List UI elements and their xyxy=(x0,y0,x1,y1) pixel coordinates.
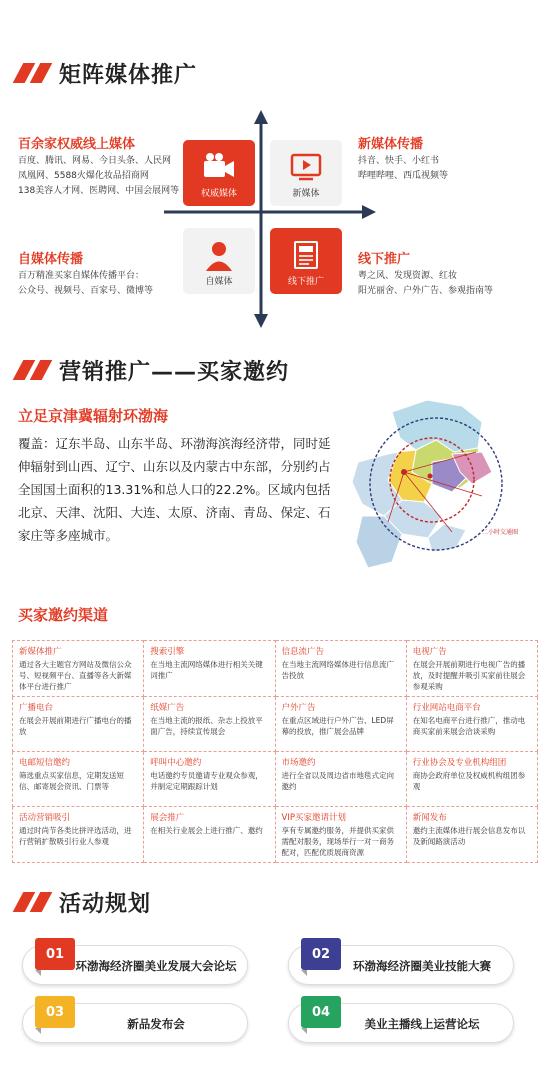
activity-label: 新品发布会 xyxy=(127,1017,185,1031)
channel-cell xyxy=(275,807,406,863)
channel-desc: 在当地主流的报纸、杂志上投放平面广告，持续宣传展会 xyxy=(150,716,263,736)
box-self-media: 自媒体 xyxy=(183,228,255,294)
activity-label: 环渤海经济圈美业技能大赛 xyxy=(353,959,491,973)
activity-number: 04 xyxy=(301,996,341,1028)
activity-number: 01 xyxy=(35,938,75,970)
box-offline: 线下推广 xyxy=(270,228,342,294)
section-title: 矩阵媒体推广 xyxy=(59,62,198,88)
channel-cell xyxy=(144,697,275,752)
section-header-marketing xyxy=(18,355,289,385)
channel-row xyxy=(13,752,538,807)
channel-desc: 在相关行业展会上进行推广、邀约 xyxy=(150,826,263,835)
channel-cell xyxy=(275,697,406,752)
channel-title: 新媒体推广 xyxy=(19,647,62,657)
activity-label: 环渤海经济圈美业发展大会论坛 xyxy=(75,959,237,973)
channel-title: 电邮短信邀约 xyxy=(19,758,71,768)
newspaper-icon xyxy=(289,240,323,270)
quad-text-selfmedia: 百万精准买家自媒体传播平台： 公众号、视频号、百家号、微博等 xyxy=(18,271,154,296)
quad-title-offline: 线下推广 xyxy=(358,252,411,267)
channel-cell xyxy=(406,807,537,863)
channel-cell xyxy=(144,752,275,807)
channel-row xyxy=(13,697,538,752)
channel-title: 行业网站电商平台 xyxy=(412,703,481,713)
activity-item-1 xyxy=(22,945,248,985)
channel-desc: 享有专属邀约服务，并提供买家供需配对服务，现场举行一对一商务配对，匹配优质展商资源 xyxy=(281,826,394,857)
channel-desc: 在当地主流网络媒体进行信息流广告投放 xyxy=(281,660,394,680)
box-authority-media: 权威媒体 xyxy=(183,140,255,206)
channel-title: 行业协会及专业机构组团 xyxy=(412,758,507,768)
channel-desc: 电话邀约专员邀请专业观众参观，并制定定期跟踪计划 xyxy=(150,771,263,791)
channel-desc: 进行全省以及周边省市地毯式定向邀约 xyxy=(281,771,394,791)
user-icon xyxy=(202,240,236,272)
channel-cell xyxy=(144,807,275,863)
channel-cell xyxy=(13,697,144,752)
channel-title: 展会推广 xyxy=(150,813,185,823)
channels-heading: 买家邀约渠道 xyxy=(18,606,109,624)
channel-cell xyxy=(406,697,537,752)
activity-item-2 xyxy=(288,945,514,985)
channel-title: 电视广告 xyxy=(412,647,447,657)
channel-desc: 通过各大主题官方网站及微信公众号、短视频平台、直播等各大新媒体平台进行推广 xyxy=(19,660,132,691)
channel-desc: 在展会开展前期进行电视广告的播放，及时提醒并吸引买家前往展会参观采购 xyxy=(412,660,526,691)
quad-title-online: 百余家权威线上媒体 xyxy=(18,137,136,152)
quad-title-newmedia: 新媒体传播 xyxy=(358,137,424,152)
channel-title: 户外广告 xyxy=(281,703,316,713)
activity-number: 03 xyxy=(35,996,75,1028)
channel-desc: 通过时尚节各类比拼评选活动，进行营销扩散吸引行业人参观 xyxy=(19,826,132,846)
box-new-media: 新媒体 xyxy=(270,140,342,206)
activity-item-3 xyxy=(22,1003,248,1043)
channel-cell xyxy=(13,752,144,807)
channel-desc: 在展会开展前期进行广播电台的播放 xyxy=(19,716,132,736)
channel-title: 信息流广告 xyxy=(281,647,325,657)
region-heading: 立足京津冀辐射环渤海 xyxy=(18,407,169,425)
channel-title: 呼叫中心邀约 xyxy=(150,758,202,768)
channel-cell xyxy=(275,752,406,807)
channel-title: 搜索引擎 xyxy=(150,647,185,657)
channel-title: 广播电台 xyxy=(19,703,54,713)
svg-text:二小时交通圈: 二小时交通圈 xyxy=(482,529,519,536)
section-header-matrix xyxy=(18,58,197,88)
quad-text-online: 百度、腾讯、网易、今日头条、人民网 凤凰网、5588火爆化妆品招商网 138美容人才网、医聘网、中国会展网等 xyxy=(18,156,180,196)
channel-title: 市场邀约 xyxy=(281,758,316,768)
section-title: 营销推广——买家邀约 xyxy=(59,359,290,385)
region-paragraph: 覆盖：辽东半岛、山东半岛、环渤海滨海经济带，同时延伸辐射到山西、辽宁、山东以及内蒙古中东部，分别约占全国国土面积的13.31%和总人口的22.2%。区域内包括北京、天津、沈阳、大连、太原、济南、青岛、保定、石家庄等多座城市。 xyxy=(18,436,331,543)
video-camera-icon xyxy=(202,152,236,182)
section-title: 活动规划 xyxy=(59,891,152,917)
channel-desc: 在当地主流网络媒体进行相关关键词推广 xyxy=(150,660,263,680)
channel-title: VIP买家邀请计划 xyxy=(281,813,346,823)
channels-table xyxy=(12,640,538,863)
section-header-activities xyxy=(18,887,151,917)
channel-cell xyxy=(13,807,144,863)
channel-title: 新闻发布 xyxy=(412,813,447,823)
channel-desc: 在重点区域进行户外广告、LED屏幕的投放，推广展会品牌 xyxy=(281,716,394,736)
channel-desc: 商协会政府单位及权威机构组团参观 xyxy=(412,771,526,791)
activity-item-4 xyxy=(288,1003,514,1043)
quad-text-newmedia: 抖音、快手、小红书 哔哩哔哩、西瓜视频等 xyxy=(358,156,449,181)
channel-cell xyxy=(13,641,144,697)
channel-cell xyxy=(406,641,537,697)
video-play-icon xyxy=(289,152,323,182)
channel-desc: 在知名电商平台进行推广，推动电商买家前来展会洽谈采购 xyxy=(412,716,526,736)
channel-row xyxy=(13,807,538,863)
channel-desc: 邀约主流媒体进行展会信息发布以及新闻路演活动 xyxy=(412,826,526,846)
channel-title: 活动营销吸引 xyxy=(19,813,71,823)
channel-desc: 筛选重点买家信息，定期发送短信、邮寄展会资讯、门票等 xyxy=(19,771,124,791)
quad-title-selfmedia: 自媒体传播 xyxy=(18,252,84,267)
channel-cell xyxy=(406,752,537,807)
channel-title: 纸媒广告 xyxy=(150,703,185,713)
activity-label: 美业主播线上运营论坛 xyxy=(364,1017,480,1031)
channel-row xyxy=(13,641,538,697)
region-map xyxy=(332,392,540,582)
activity-number: 02 xyxy=(301,938,341,970)
channel-cell xyxy=(275,641,406,697)
channel-cell xyxy=(144,641,275,697)
quad-text-offline: 粤之风、发现资源、红妆 阳光丽舍、户外广告、参观指南等 xyxy=(358,271,494,296)
